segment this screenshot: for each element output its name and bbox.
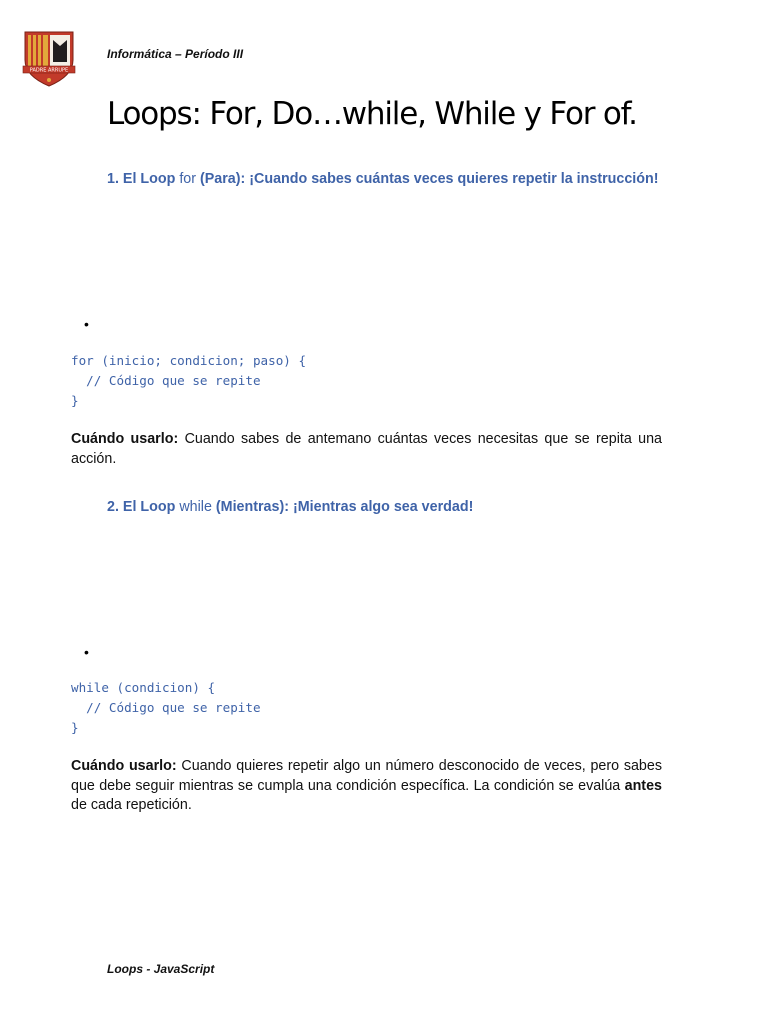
section-heading-while — [107, 498, 662, 517]
usage-paragraph-for — [71, 430, 662, 469]
usage-emphasis: antes — [624, 777, 662, 794]
school-logo — [20, 26, 78, 88]
section-lead: El Loop — [122, 171, 176, 187]
usage-paragraph-while — [71, 757, 662, 816]
section-rest: ¡Cuando sabes cuántas veces quieres repetir la instrucción! — [249, 171, 659, 187]
usage-text: Cuando sabes de antemano cuántas veces necesitas que se repita una acción. — [71, 431, 662, 467]
loop-keyword: for — [179, 171, 197, 187]
bullet: • — [84, 644, 89, 660]
section-lead: El Loop — [122, 499, 176, 515]
logo-banner-text: PADRE ARRUPE — [29, 67, 69, 74]
course-header: Informática – Período III — [107, 47, 244, 61]
section-number: 1. — [107, 171, 119, 187]
loop-paren: (Para): — [200, 171, 246, 187]
loop-paren: (Mientras): — [215, 499, 289, 515]
school-crest-icon — [20, 26, 78, 88]
section-number: 2. — [107, 499, 119, 515]
usage-text-end: de cada repetición. — [71, 797, 192, 813]
code-block-for: for (inicio; condicion; paso) { // Código que se repite } — [71, 353, 307, 408]
page-footer: Loops - JavaScript — [107, 962, 215, 976]
section-rest: ¡Mientras algo sea verdad! — [292, 499, 474, 515]
usage-text: Cuando quieres repetir algo un número desconocido de veces, pero sabes que debe seguir mientras se cumpla una condición específica. La condición se evalúa — [71, 758, 662, 794]
bullet: • — [84, 316, 89, 332]
section-heading-for — [107, 170, 662, 189]
code-block-while: while (condicion) { // Código que se repite } — [71, 680, 261, 735]
page-title: Loops: For, Do…while, While y For of. — [107, 96, 637, 132]
usage-label: Cuándo usarlo: — [71, 431, 179, 447]
usage-label: Cuándo usarlo: — [71, 758, 177, 774]
loop-keyword: while — [179, 499, 212, 515]
